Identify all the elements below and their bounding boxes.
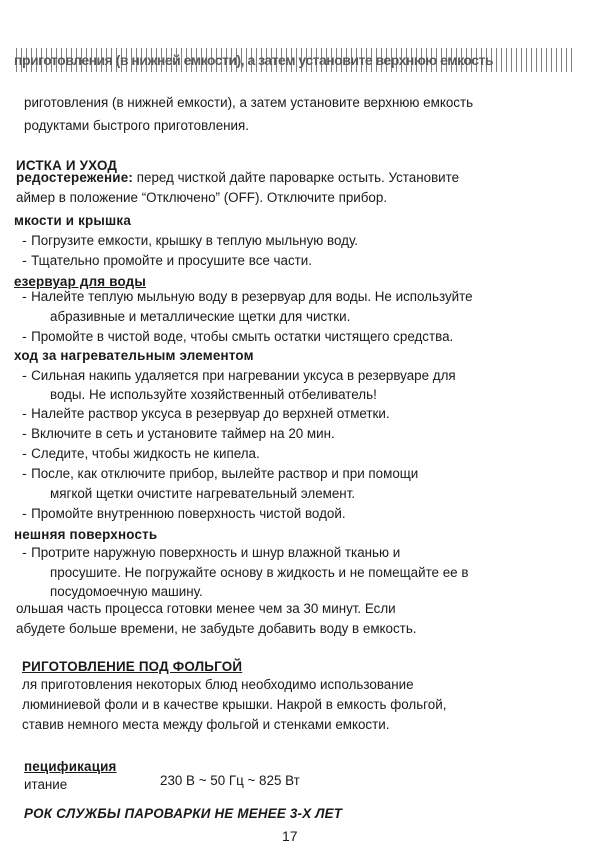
heater-item-5: - После, как отключите прибор, вылейте раствор и при помощи [22,466,419,482]
cleaning-title: ИСТКА И УХОД [16,158,118,173]
warning-line-2: аймер в положение “Отключено” (OFF). Отключите прибор. [16,190,388,205]
containers-title: мкости и крышка [14,213,131,228]
outer-surface-title: нешняя поверхность [14,527,158,542]
foil-line-2: люминиевой фоли и в качестве крышки. Накрой в емкость фольгой, [22,697,447,712]
heater-item-1-cont: воды. Не используйте хозяйственный отбеливатель! [50,387,377,402]
reservoir-item-1-cont: абразивные и металлические щетки для чистки. [50,309,351,324]
reservoir-item-1: - Налейте теплую мыльную воду в резервуар для воды. Не используйте [22,289,473,305]
intro-line-2: родуктами быстрого приготовления. [24,118,249,133]
outer-item-1-cont: просушите. Не погружайте основу в жидкость и не помещайте ее в [50,565,469,580]
specs-title: пецификация [24,759,117,774]
page-number: 17 [282,828,298,844]
reservoir-title: езервуар для воды [14,274,147,289]
heater-item-2: - Налейте раствор уксуса в резервуар до верхней отметки. [22,406,390,422]
remark-line-2: абудете больше времени, не забудьте добавить воду в емкость. [16,621,417,636]
heater-item-4: - Следите, чтобы жидкость не кипела. [22,446,260,462]
heater-item-5-cont: мягкой щетки очистите нагревательный элемент. [50,486,356,501]
bullet-dash-icon: - [22,546,32,561]
bullet-dash-icon: - [22,507,32,522]
bullet-dash-icon: - [22,369,32,384]
bullet-dash-icon: - [22,290,32,305]
power-value: 230 В ~ 50 Гц ~ 825 Вт [160,773,300,788]
heater-item-6: - Промойте внутреннюю поверхность чистой водой. [22,506,346,522]
remark-line-1: ольшая часть процесса готовки менее чем за 30 минут. Если [16,601,396,616]
heater-title: ход за нагревательным элементом [14,348,254,363]
foil-line-3: ставив немного места между фольгой и стенками емкости. [22,717,390,732]
heater-item-3: - Включите в сеть и установите таймер на 20 мин. [22,426,335,442]
bullet-dash-icon: - [22,447,32,462]
blurred-header-line: приготовления (в нижней емкости), а затем установите верхнюю емкость [14,48,574,72]
outer-item-1: - Протрите наружную поверхность и шнур влажной тканью и [22,545,401,561]
foil-line-1: ля приготовления некоторых блюд необходимо использование [22,677,414,692]
bullet-dash-icon: - [22,254,32,269]
power-label: итание [24,777,68,792]
warning-label: редостережение: [16,170,134,185]
bullet-dash-icon: - [22,407,32,422]
containers-item-1: - Погрузите емкости, крышку в теплую мыльную воду. [22,233,359,249]
foil-title: РИГОТОВЛЕНИЕ ПОД ФОЛЬГОЙ [22,659,243,674]
warning-line-1 [16,169,459,187]
bullet-dash-icon: - [22,234,32,249]
outer-item-1-cont-2: посудомоечную машину. [50,584,203,599]
containers-item-2: - Тщательно промойте и просушите все части. [22,253,313,269]
reservoir-item-2: - Промойте в чистой воде, чтобы смыть остатки чистящего средства. [22,329,454,345]
intro-line-1: риготовления (в нижней емкости), а затем установите верхнюю емкость [24,95,474,110]
bullet-dash-icon: - [22,427,32,442]
warning-text: перед чисткой дайте пароварке остыть. Установите [133,170,460,185]
bullet-dash-icon: - [22,467,32,482]
bullet-dash-icon: - [22,330,32,345]
heater-item-1: - Сильная накипь удаляется при нагревании уксуса в резервуаре для [22,368,456,384]
service-life-line: РОК СЛУЖБЫ ПАРОВАРКИ НЕ МЕНЕЕ 3-Х ЛЕТ [24,806,343,821]
